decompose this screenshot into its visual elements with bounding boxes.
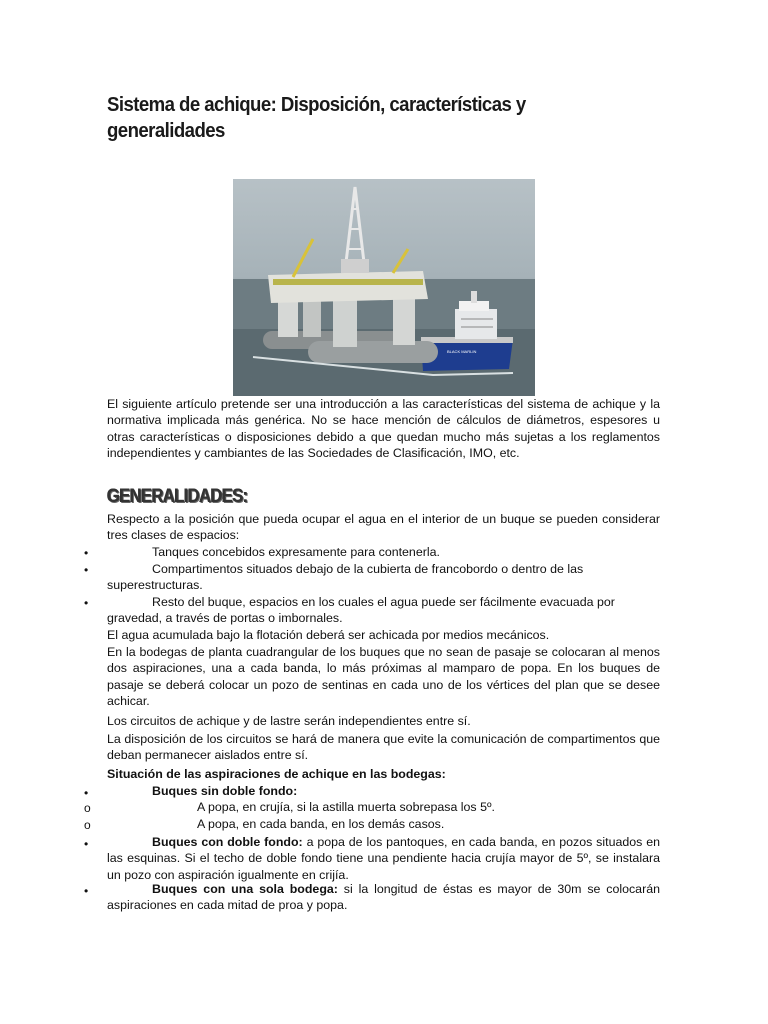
list-item-label: Buques con doble fondo: [152, 835, 303, 849]
sub-list-item [107, 799, 660, 815]
subheading-text: Situación de las aspiraciones de achique en las bodegas: [107, 767, 446, 781]
list-item [107, 594, 660, 627]
paragraph-bodegas: En la bodegas de planta cuadrangular de los buques que no sean de pasaje se colocaran al menos dos aspiraciones, una a cada banda, lo más próximas al mamparo de popa. En los buques de pasaje se deberá colocar un pozo de sentinas en cada uno de los vértices del plan que se desee achicar. [107, 645, 660, 709]
ship-illustration [233, 179, 535, 396]
bullet-marker: • [84, 546, 89, 560]
subheading [107, 766, 660, 782]
list-item-text: a popa de los pantoques, en cada banda, en pozos situados en las esquinas. Si el techo de doble fondo tiene una pendiente hacia crujía mayor de 5º, se instalara un pozo con aspiración igualmente en crijía. [107, 835, 660, 882]
intro-paragraph: El siguiente artículo pretende ser una introducción a las características del sistema de achique y la normativa implicada más genérica. No se hace mención de cálculos de diámetros, espesores u otras características o disposiciones debido a que quedan mucho más sujetas a los reglamentos independientes y cambiantes de las Sociedades de Clasificación, IMO, etc. [107, 397, 660, 461]
sub-list-item-text: A popa, en crujía, si la astilla muerta sobrepasa los 5º. [197, 800, 495, 814]
bullet-marker: • [84, 786, 89, 800]
paragraph-espacios: Respecto a la posición que pueda ocupar el agua en el interior de un buque se pueden considerar tres clases de espacios: [107, 512, 660, 543]
list-item [107, 834, 660, 883]
list-item [107, 544, 660, 560]
list-item-text: si la longitud de éstas es mayor de 30m se colocarán aspiraciones en cada mitad de proa y popa. [107, 882, 660, 913]
sub-list-item-text: A popa, en cada banda, en los demás casos. [197, 817, 445, 831]
section-heading: GENERALIDADES: [107, 486, 248, 507]
list-item [107, 561, 660, 594]
list-item-text: Tanques concebidos expresamente para contenerla. [152, 545, 440, 559]
sub-bullet-marker: o [84, 818, 91, 832]
bullet-marker: • [84, 884, 89, 898]
bullet-marker: • [84, 563, 89, 577]
ship-name-label: BLACK MARLIN [447, 349, 477, 354]
paragraph-flotacion: El agua acumulada bajo la flotación deberá ser achicada por medios mecánicos. [107, 628, 550, 642]
list-item [107, 783, 660, 799]
sub-list-item [107, 816, 660, 832]
bullet-marker: • [84, 837, 89, 851]
list-item-label: Buques sin doble fondo: [152, 784, 298, 798]
drilling-rig-photo [233, 179, 535, 396]
list-item-label: Buques con una sola bodega: [152, 882, 338, 896]
page-title: Sistema de achique: Disposición, características y generalidades [107, 94, 526, 142]
paragraph-circuitos: Los circuitos de achique y de lastre serán independientes entre sí. [107, 714, 471, 728]
sub-bullet-marker: o [84, 801, 91, 815]
paragraph-disposicion: La disposición de los circuitos se hará de manera que evite la comunicación de compartimentos que deban permanecer aislados entre sí. [107, 732, 660, 763]
list-item-text: Compartimentos situados debajo de la cubierta de francobordo o dentro de las superestructuras. [107, 562, 584, 593]
bullet-marker: • [84, 596, 89, 610]
list-item-text: Resto del buque, espacios en los cuales el agua puede ser fácilmente evacuada por gravedad, a través de portas o imbornales. [107, 595, 615, 626]
list-item [107, 881, 660, 914]
